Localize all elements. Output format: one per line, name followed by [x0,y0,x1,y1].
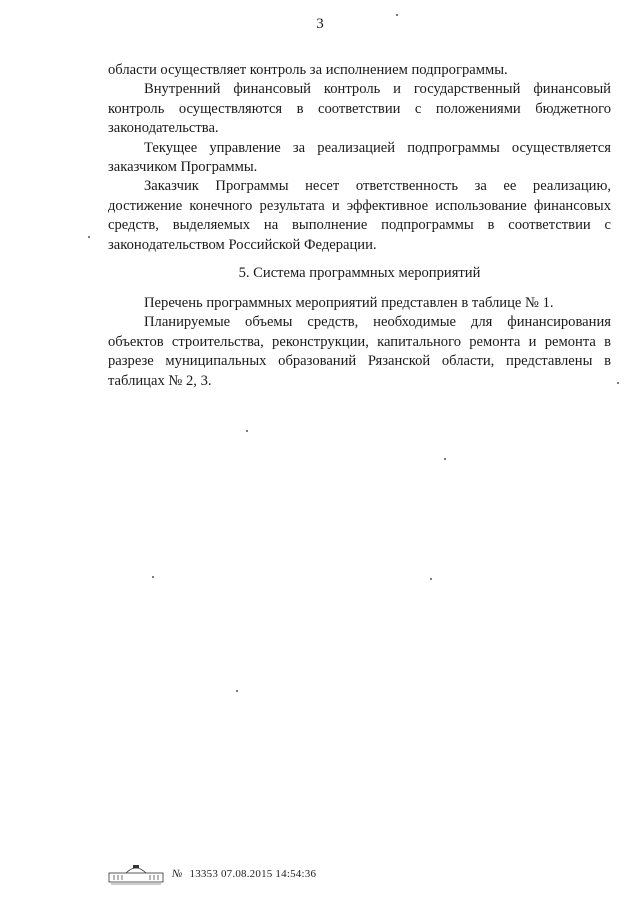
document-footer [108,862,316,886]
scan-speck [236,690,238,692]
scan-speck [88,236,90,238]
document-number: 13353 [189,868,219,880]
text-block-bottom [108,294,611,391]
number-sign: № [172,868,183,880]
scan-speck [430,578,432,580]
registry-seal-icon [108,863,164,885]
scan-speck [444,458,446,460]
registration-timestamp: 07.08.2015 14:54:36 [220,868,317,880]
scan-speck [246,430,248,432]
text-block-top [108,61,611,255]
body-paragraph: Заказчик Программы несет ответственность за ее реализацию, достижение конечного результата и эффективное использование финансовых средств, выделяемых на выполнение подпрограммы в соответствии с законодательством Российской Федерации. [108,178,611,253]
body-paragraph: Текущее управление за реализацией подпрограммы осуществляется заказчиком Программы. [108,139,611,176]
body-paragraph: Внутренний финансовый контроль и государственный финансовый контроль осуществляются в соответствии с положениями бюджетного законодательства. [108,81,611,137]
registration-stamp-text [172,868,316,880]
scan-speck [396,14,398,16]
body-paragraph: Перечень программных мероприятий представлен в таблице № 1. [144,295,554,311]
body-paragraph: области осуществляет контроль за исполнением подпрограммы. [108,62,508,78]
body-paragraph: Планируемые объемы средств, необходимые для финансирования объектов строительства, реконструкции, капитального ремонта и ремонта в разрезе муниципальных образований Рязанской области, представлены в таблицах № 2, 3. [108,314,611,389]
page-number: 3 [316,16,324,32]
scan-speck [617,382,619,384]
scan-speck [152,576,154,578]
section-heading: 5. Система программных мероприятий [238,265,481,281]
